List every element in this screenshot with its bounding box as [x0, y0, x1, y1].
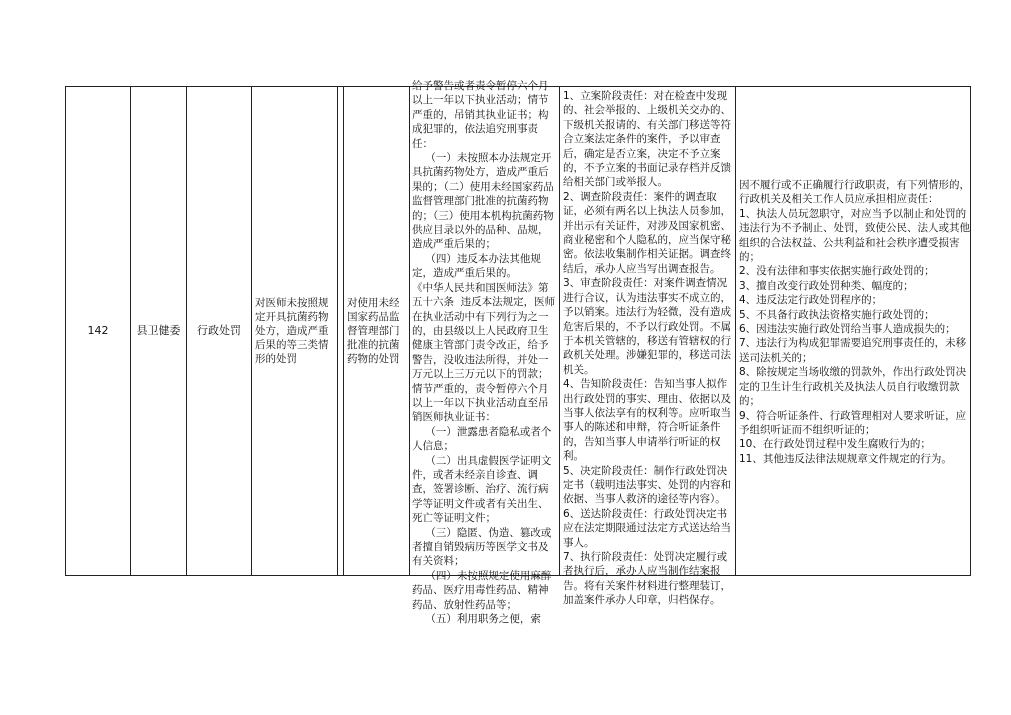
- department-cell: [131, 87, 187, 575]
- power-category: 行政处罚: [197, 324, 241, 337]
- row-index: 142: [87, 324, 109, 337]
- record-table: [65, 80, 971, 626]
- legal-basis-cell: [410, 80, 560, 626]
- legal-basis-text: 给予警告或者责令暂停六个月以上一年以下执业活动；情节严重的，吊销其执业证书；构成犯罪的，依法追究刑事责任： （一）未按照本办法规定开具抗菌药物处方，造成严重后果的；（二）使用未经国家药品监督管理部门批准的抗菌药物的；（三）使用本机构抗菌药物供应目录以外的品种、品规，造成严重后果的； （四）违反本办法其他规定，造成严重后果的。 《中华人民共和国医师法》第五十六条 违反本法规定，医师在执业活动中有下列行为之一的，由县级以上人民政府卫生健康主管部门责令改正，给予警告，没收违法所得，并处一万元以上三万元以下的罚款；情节严重的，责令暂停六个月以上一年以下执业活动直至吊销医师执业证书： （一）泄露患者隐私或者个人信息； （二）出具虚假医学证明文件，或者未经亲自诊查、调查，签署诊断、治疗、流行病学等证明文件或者有关出生、死亡等证明文件； （三）隐匿、伪造、篡改或者擅自销毁病历等医学文书及有关资料； （四）未按照规定使用麻醉药品、医疗用毒性药品、精神药品、放射性药品等； （五）利用职务之便，索: [412, 80, 556, 626]
- accountability-cell: [736, 87, 972, 575]
- duties-cell: [560, 87, 736, 607]
- sub-item-name: 对使用未经国家药品监督管理部门批准的抗菌药物的处罚: [347, 297, 400, 365]
- department: 县卫健委: [136, 324, 181, 337]
- duties-text: 1、立案阶段责任：对在检查中发现的、社会举报的、上级机关交办的、下级机关报请的、有关部门移送等符合立案法定条件的案件，予以审查后，确定是否立案，决定不予立案的，不予立案的书面记录存档并反馈给相关部门或举报人。 2、调查阶段责任：案件的调查取证，必须有两名以上执法人员参加，并出示有关证件，对涉及国家机密、商业秘密和个人隐私的，应当保守秘密。依法收集制作相关证据。调查终结后，承办人应当写出调查报告。 3、审查阶段责任：对案件调查情况进行合议，认为违法事实不成立的，予以销案。违法行为轻微，没有造成危害后果的，不予以行政处罚。不属于本机关管辖的，移送有管辖权的行政机关处理。涉嫌犯罪的，移送司法机关。 4、告知阶段责任：告知当事人拟作出行政处罚的事实、理由、依据以及当事人依法享有的权利等。应听取当事人的陈述和申辩，符合听证条件的，告知当事人申请举行听证的权利。 5、决定阶段责任：制作行政处罚决定书（载明违法事实、处罚的内容和依据、当事人救济的途径等内容）。 6、送达阶段责任：行政处罚决定书应在法定期限通过法定方式送达给当事人。 7、执行阶段责任：处罚决定履行或者执行后，承办人应当制作结案报告。将有关案件材料进行整理装订，加盖案件承办人印章，归档保存。: [563, 90, 731, 607]
- sub-item-cell: [344, 87, 410, 575]
- item-name-cell: [252, 87, 338, 575]
- category-cell: [187, 87, 252, 575]
- accountability-text: 因不履行或不正确履行行政职责，有下列情形的，行政机关及相关工作人员应承担相应责任： 1、执法人员玩忽职守，对应当予以制止和处罚的违法行为不予制止、处罚，致使公民、法人或其他组织的合法权益、公共利益和社会秩序遭受损害的； 2、没有法律和事实依据实施行政处罚的； 3、擅自改变行政处罚种类、幅度的； 4、违反法定行政处罚程序的； 5、不具备行政执法资格实施行政处罚的； 6、因违法实施行政处罚给当事人造成损失的； 7、违法行为构成犯罪需要追究刑事责任的，未移送司法机关的； 8、除按规定当场收缴的罚款外，作出行政处罚决定的卫生计生行政机关及执法人员自行收缴罚款的； 9、符合听证条件、行政管理相对人要求听证，应予组织听证而不组织听证的； 10、在行政处罚过程中发生腐败行为的； 11、其他违反法律法规规章文件规定的行为。: [739, 179, 970, 465]
- item-name: 对医师未按照规定开具抗菌药物处方，造成严重后果的等三类情形的处罚: [255, 297, 329, 365]
- row-index-cell: [66, 87, 131, 575]
